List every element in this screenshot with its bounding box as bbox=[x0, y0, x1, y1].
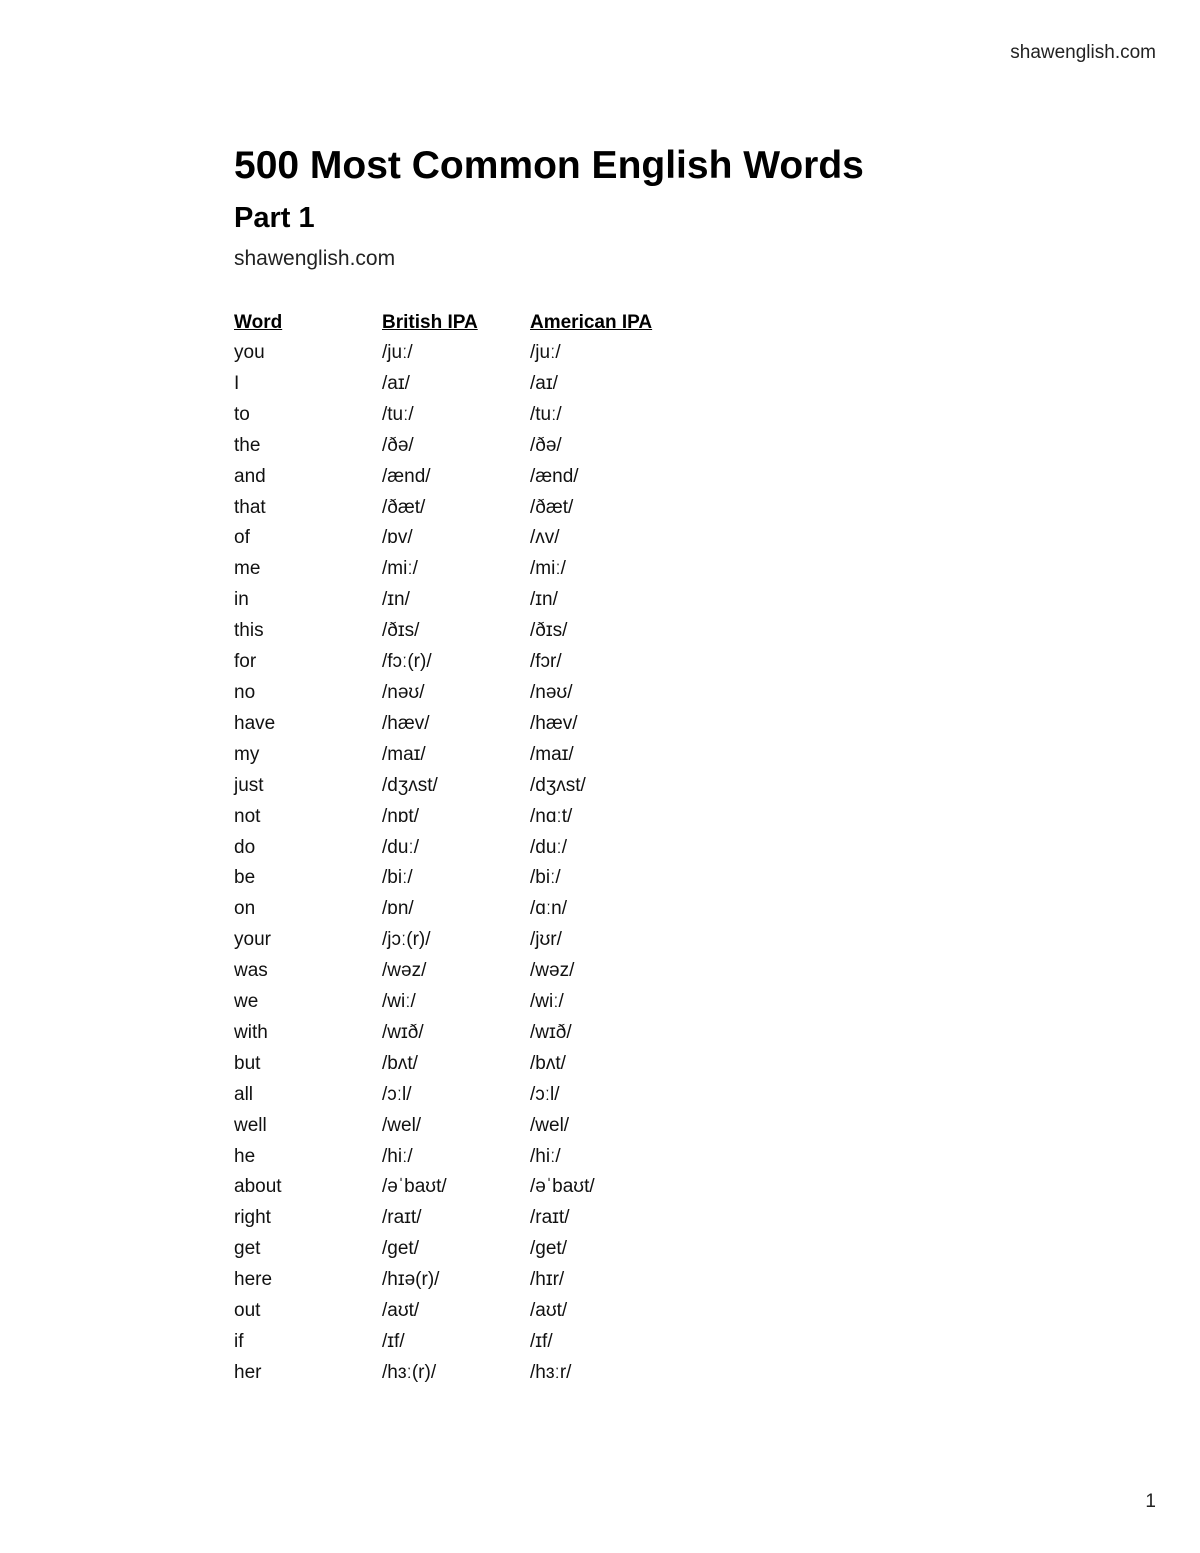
word-table bbox=[234, 308, 730, 1389]
table-row bbox=[234, 740, 730, 771]
american-ipa-cell: /aʊt/ bbox=[530, 1300, 568, 1322]
table-row bbox=[234, 616, 730, 647]
word-cell: you bbox=[234, 342, 265, 363]
british-ipa-cell: /raɪt/ bbox=[382, 1207, 422, 1229]
american-ipa-cell: /wel/ bbox=[530, 1114, 570, 1136]
american-ipa-cell: /aɪ/ bbox=[530, 372, 558, 394]
table-row bbox=[234, 431, 730, 462]
table-row bbox=[234, 400, 730, 431]
british-ipa-cell: /tuː/ bbox=[382, 403, 414, 425]
american-ipa-cell: /ðə/ bbox=[530, 434, 562, 456]
word-cell: in bbox=[234, 589, 249, 611]
table-row bbox=[234, 987, 730, 1018]
table-row bbox=[234, 369, 730, 400]
british-ipa-cell: /jɔː(r)/ bbox=[382, 929, 431, 951]
american-ipa-cell: /hɜːr/ bbox=[530, 1361, 572, 1383]
word-cell: for bbox=[234, 651, 257, 673]
american-ipa-cell: /bʌt/ bbox=[530, 1052, 566, 1074]
page-title: 500 Most Common English Words bbox=[234, 144, 864, 187]
word-cell: of bbox=[234, 527, 250, 549]
british-ipa-cell: /ðɪs/ bbox=[382, 620, 420, 642]
british-ipa-cell: /miː/ bbox=[382, 558, 418, 580]
table-row bbox=[234, 1265, 730, 1296]
american-ipa-cell: /fɔr/ bbox=[530, 651, 562, 673]
word-cell: he bbox=[234, 1145, 256, 1167]
american-ipa-cell: /hiː/ bbox=[530, 1145, 561, 1167]
word-cell: me bbox=[234, 558, 261, 580]
american-ipa-cell: /get/ bbox=[530, 1238, 567, 1260]
american-ipa-cell: /dʒʌst/ bbox=[530, 774, 586, 796]
table-row bbox=[234, 925, 730, 956]
table-row bbox=[234, 585, 730, 616]
table-row bbox=[234, 1111, 730, 1142]
word-cell: have bbox=[234, 712, 276, 734]
british-ipa-cell: /ɔːl/ bbox=[382, 1083, 412, 1105]
american-ipa-cell: /ðɪs/ bbox=[530, 620, 568, 642]
word-cell: your bbox=[234, 929, 271, 951]
american-ipa-cell: /hɪr/ bbox=[530, 1269, 565, 1291]
american-ipa-cell: /ʌv/ bbox=[530, 527, 560, 549]
british-ipa-cell: /aʊt/ bbox=[382, 1300, 420, 1322]
table-row bbox=[234, 1172, 730, 1203]
table-row bbox=[234, 338, 730, 369]
word-cell: and bbox=[234, 465, 266, 487]
british-ipa-cell: /ænd/ bbox=[382, 465, 431, 487]
table-row bbox=[234, 1296, 730, 1327]
american-ipa-cell: /jʊr/ bbox=[530, 929, 562, 951]
word-cell: not bbox=[234, 805, 261, 827]
british-ipa-cell: /hæv/ bbox=[382, 712, 430, 734]
american-ipa-cell: /wɪð/ bbox=[530, 1021, 572, 1043]
table-row bbox=[234, 678, 730, 709]
american-ipa-cell: /ænd/ bbox=[530, 465, 579, 487]
american-ipa-cell: /ɪf/ bbox=[530, 1331, 553, 1352]
american-ipa-cell: /biː/ bbox=[530, 867, 561, 889]
british-ipa-cell: /wel/ bbox=[382, 1114, 422, 1136]
american-ipa-cell: /juː/ bbox=[530, 342, 561, 363]
table-row bbox=[234, 863, 730, 894]
word-cell: just bbox=[234, 774, 264, 796]
word-cell: this bbox=[234, 620, 264, 642]
word-cell: I bbox=[234, 372, 240, 394]
page-number: 1 bbox=[1145, 1491, 1156, 1512]
british-ipa-cell: /aɪ/ bbox=[382, 372, 410, 394]
table-row bbox=[234, 647, 730, 678]
british-ipa-cell: /wəz/ bbox=[382, 960, 427, 982]
american-ipa-cell: /maɪ/ bbox=[530, 743, 574, 765]
word-cell: do bbox=[234, 836, 256, 858]
page-subtitle: Part 1 bbox=[234, 202, 315, 234]
word-cell: all bbox=[234, 1083, 254, 1105]
word-cell: here bbox=[234, 1269, 273, 1291]
british-ipa-cell: /nəʊ/ bbox=[382, 681, 425, 703]
word-cell: right bbox=[234, 1207, 271, 1229]
table-row bbox=[234, 956, 730, 987]
word-cell: her bbox=[234, 1361, 262, 1383]
word-cell: out bbox=[234, 1300, 261, 1322]
table-row bbox=[234, 1358, 730, 1389]
british-ipa-cell: /bʌt/ bbox=[382, 1052, 418, 1074]
table-row bbox=[234, 1049, 730, 1080]
table-row bbox=[234, 833, 730, 864]
american-ipa-cell: /wəz/ bbox=[530, 960, 575, 982]
american-ipa-cell: /miː/ bbox=[530, 558, 566, 580]
table-body bbox=[234, 338, 730, 1389]
table-row bbox=[234, 1203, 730, 1234]
british-ipa-cell: /ɪf/ bbox=[382, 1331, 405, 1352]
word-cell: no bbox=[234, 681, 256, 703]
table-row bbox=[234, 493, 730, 524]
british-ipa-cell: /fɔː(r)/ bbox=[382, 651, 432, 673]
column-header-american-ipa: American IPA bbox=[530, 312, 653, 333]
table-row bbox=[234, 462, 730, 493]
american-ipa-cell: /hæv/ bbox=[530, 712, 578, 734]
table-row bbox=[234, 1018, 730, 1049]
british-ipa-cell: /juː/ bbox=[382, 342, 413, 363]
word-cell: well bbox=[234, 1114, 267, 1136]
american-ipa-cell: /ɪn/ bbox=[530, 589, 558, 611]
american-ipa-cell: /nəʊ/ bbox=[530, 681, 573, 703]
word-cell: on bbox=[234, 898, 256, 920]
table-row bbox=[234, 1234, 730, 1265]
table-row bbox=[234, 523, 730, 554]
column-header-british-ipa: British IPA bbox=[382, 312, 478, 333]
british-ipa-cell: /ðæt/ bbox=[382, 496, 426, 518]
column-header-word: Word bbox=[234, 312, 283, 333]
british-ipa-cell: /get/ bbox=[382, 1238, 419, 1260]
british-ipa-cell: /hiː/ bbox=[382, 1145, 413, 1167]
american-ipa-cell: /ðæt/ bbox=[530, 496, 574, 518]
table-row bbox=[234, 771, 730, 802]
header-site-name: shawenglish.com bbox=[1010, 42, 1156, 63]
american-ipa-cell: /ɔːl/ bbox=[530, 1083, 560, 1105]
british-ipa-cell: /wɪð/ bbox=[382, 1021, 424, 1043]
british-ipa-cell: /hɜː(r)/ bbox=[382, 1361, 437, 1383]
site-line: shawenglish.com bbox=[234, 247, 396, 270]
word-cell: get bbox=[234, 1238, 261, 1260]
table-row bbox=[234, 554, 730, 585]
word-cell: if bbox=[234, 1331, 244, 1352]
table-row bbox=[234, 1327, 730, 1358]
word-cell: that bbox=[234, 496, 266, 518]
british-ipa-cell: /ɪn/ bbox=[382, 589, 410, 611]
british-ipa-cell: /duː/ bbox=[382, 836, 419, 858]
british-ipa-cell: /ɒv/ bbox=[382, 527, 413, 549]
table-row bbox=[234, 1142, 730, 1173]
american-ipa-cell: /raɪt/ bbox=[530, 1207, 570, 1229]
american-ipa-cell: /ɑːn/ bbox=[530, 898, 567, 920]
word-cell: about bbox=[234, 1176, 282, 1198]
american-ipa-cell: /nɑːt/ bbox=[530, 805, 573, 827]
table-row bbox=[234, 802, 730, 833]
american-ipa-cell: /duː/ bbox=[530, 836, 567, 858]
table-row bbox=[234, 709, 730, 740]
american-ipa-cell: /wiː/ bbox=[530, 991, 564, 1013]
british-ipa-cell: /wiː/ bbox=[382, 991, 416, 1013]
british-ipa-cell: /maɪ/ bbox=[382, 743, 426, 765]
american-ipa-cell: /əˈbaʊt/ bbox=[530, 1176, 595, 1198]
word-cell: the bbox=[234, 434, 261, 456]
british-ipa-cell: /hɪə(r)/ bbox=[382, 1269, 440, 1291]
table-header-row bbox=[234, 308, 730, 338]
table-row bbox=[234, 894, 730, 925]
british-ipa-cell: /ɒn/ bbox=[382, 898, 414, 920]
british-ipa-cell: /dʒʌst/ bbox=[382, 774, 438, 796]
table-row bbox=[234, 1080, 730, 1111]
word-cell: with bbox=[234, 1021, 268, 1043]
word-cell: we bbox=[234, 991, 259, 1013]
british-ipa-cell: /əˈbaʊt/ bbox=[382, 1176, 447, 1198]
document-body bbox=[234, 138, 994, 1389]
word-cell: was bbox=[234, 960, 268, 982]
british-ipa-cell: /nɒt/ bbox=[382, 805, 419, 827]
word-cell: but bbox=[234, 1052, 261, 1074]
british-ipa-cell: /ðə/ bbox=[382, 434, 414, 456]
word-cell: my bbox=[234, 743, 260, 765]
british-ipa-cell: /biː/ bbox=[382, 867, 413, 889]
american-ipa-cell: /tuː/ bbox=[530, 403, 562, 425]
word-cell: be bbox=[234, 867, 256, 889]
word-cell: to bbox=[234, 403, 250, 425]
